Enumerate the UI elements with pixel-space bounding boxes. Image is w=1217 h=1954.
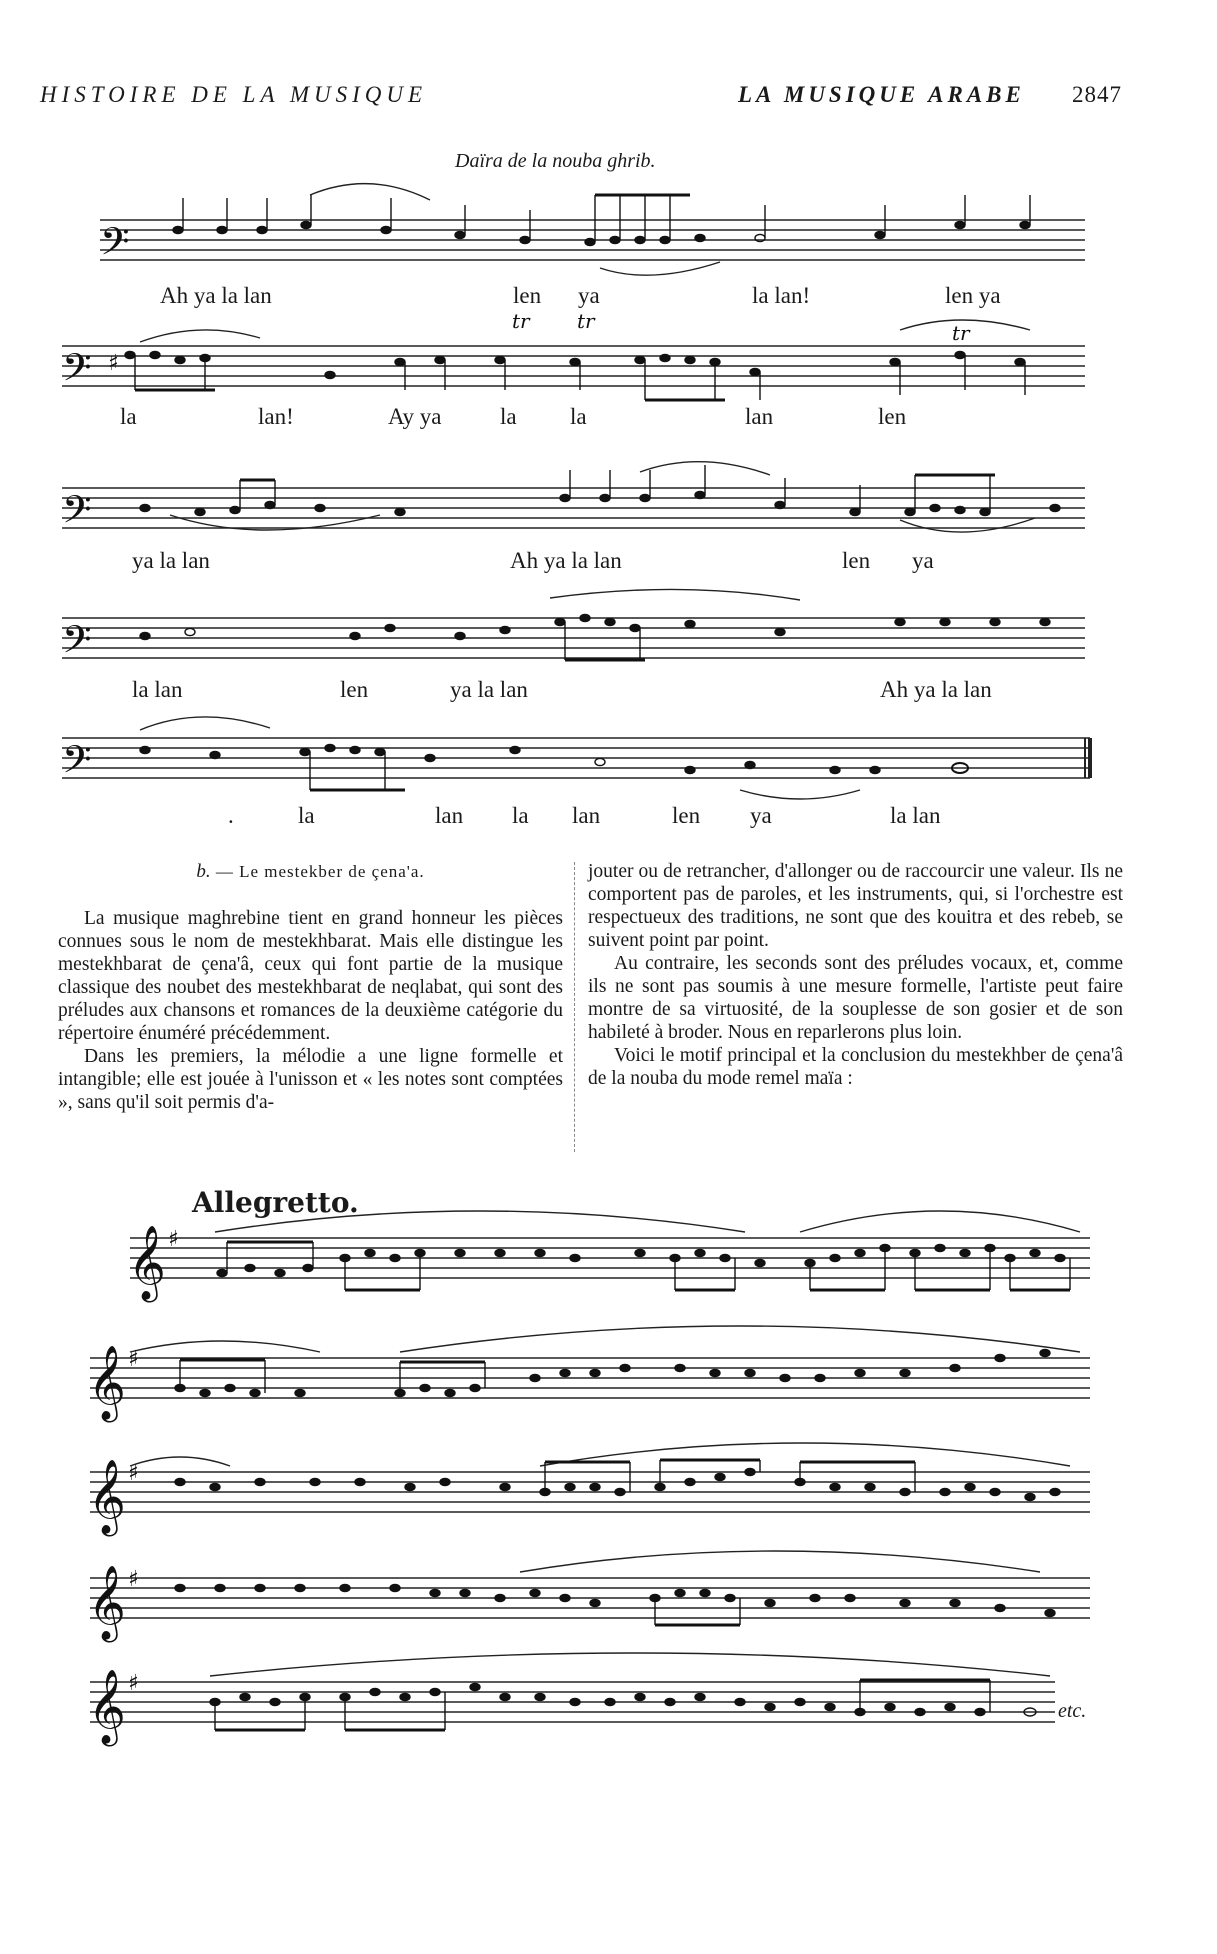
sharp-icon: ♯ — [168, 1227, 179, 1252]
example-caption: Daïra de la nouba ghrib. — [455, 150, 656, 172]
lyric: la — [120, 404, 137, 429]
running-header-right: LA MUSIQUE ARABE — [738, 82, 1025, 107]
lyrics-line-5 — [0, 803, 1217, 833]
paragraph: Voici le motif principal et la conclusion du mestekhber de çena'â de la nouba du mode remel maïa : — [588, 1045, 1123, 1089]
note-group — [217, 1242, 313, 1277]
lyric: len — [513, 283, 542, 308]
lyric: ya — [750, 803, 772, 828]
lyric: la lan — [890, 803, 941, 828]
trill-mark: tr — [577, 309, 595, 333]
lyric: len — [878, 404, 907, 429]
treble-clef-icon: 𝄞 — [88, 1566, 126, 1640]
treble-clef-score — [0, 1150, 1217, 1750]
lyric: la lan! — [752, 283, 811, 308]
trill-mark: tr — [952, 321, 970, 345]
section-heading: b. — Le mestekber de çena'a. — [196, 861, 425, 882]
running-header-left: HISTOIRE DE LA MUSIQUE — [40, 82, 428, 107]
bass-clef-icon: 𝄢 — [100, 219, 130, 273]
lyric: lan — [572, 803, 601, 828]
bass-clef-icon: 𝄢 — [62, 345, 92, 399]
lyric: len ya — [945, 283, 1001, 308]
staff-7 — [90, 1358, 1090, 1398]
lyric: len — [672, 803, 701, 828]
treble-clef-icon: 𝄞 — [128, 1226, 166, 1300]
sharp-icon: ♯ — [128, 1567, 139, 1592]
trill-mark: tr — [512, 309, 530, 333]
lyric: ya — [912, 548, 934, 573]
lyric: ya — [578, 283, 600, 308]
page-number: 2847 — [1072, 82, 1122, 107]
sharp-icon: ♯ — [128, 1671, 139, 1696]
lyric: la — [512, 803, 529, 828]
bass-clef-icon: 𝄢 — [62, 617, 92, 671]
lyrics-line-3 — [0, 548, 1217, 578]
bass-clef-icon: 𝄢 — [62, 487, 92, 541]
lyrics-line-2 — [0, 404, 1217, 434]
lyrics-line-1 — [0, 283, 1217, 313]
text-column-right — [588, 860, 1123, 1090]
lyric: lan! — [258, 404, 294, 429]
lyric: la — [298, 803, 315, 828]
lyric: ya la lan — [450, 677, 528, 702]
paragraph: jouter ou de retrancher, d'allonger ou de raccourcir une valeur. Ils ne comportent pas de paroles, et les instruments, qui, si l'orchestre est respectueux des traditions, ne sont que des kouitra et des rebeb, se suivent point par point. — [588, 861, 1123, 951]
column-divider — [574, 862, 576, 1152]
lyric: la — [500, 404, 517, 429]
lyric: Ah ya la lan — [510, 548, 622, 573]
treble-clef-icon: 𝄞 — [88, 1460, 126, 1534]
lyric: la lan — [132, 677, 183, 702]
treble-clef-icon: 𝄞 — [88, 1670, 126, 1744]
paragraph: La musique maghrebine tient en grand honneur les pièces connues sous le nom de mestekhbarat. Mais elle distingue les mestekhbarat de çena'â, ceux qui font partie de la musique classique des noubet des mestekhbarat de neqlabat, qui sont des préludes aux chansons et romances de la deuxième catégorie du répertoire énuméré précédemment. — [58, 908, 563, 1044]
lyric: ya la lan — [132, 548, 210, 573]
paragraph: Au contraire, les seconds sont des préludes vocaux, et, comme ils ne sont pas soumis à une mesure formelle, l'artiste peut faire montre de sa virtuosité, de la souplesse de son gosier et de son habileté à broder. Nous en reparlerons plus loin. — [588, 953, 1123, 1043]
lyric: . — [228, 803, 234, 828]
sharp-icon: ♯ — [128, 1461, 139, 1486]
lyric: len — [842, 548, 871, 573]
etc-mark: etc. — [1058, 1700, 1087, 1722]
text-column-left — [58, 860, 563, 1114]
lyric: lan — [435, 803, 464, 828]
lyric: len — [340, 677, 369, 702]
lyric: Ah ya la lan — [880, 677, 992, 702]
sharp-icon: ♯ — [128, 1347, 139, 1372]
paragraph: Dans les premiers, la mélodie a une ligne formelle et intangible; elle est jouée à l'unisson et « les notes sont comptées », sans qu'il soit permis d'a- — [58, 1046, 563, 1113]
treble-clef-icon: 𝄞 — [88, 1346, 126, 1420]
tempo-marking: Allegretto. — [192, 1186, 359, 1219]
staff-4 — [62, 618, 1085, 658]
sharp-icon: ♯ — [108, 351, 119, 376]
lyric: lan — [745, 404, 774, 429]
staff-6 — [130, 1238, 1090, 1278]
lyric: la — [570, 404, 587, 429]
staff-9 — [90, 1578, 1090, 1618]
lyrics-line-4 — [0, 677, 1217, 707]
lyric: Ay ya — [388, 404, 442, 429]
bass-clef-icon: 𝄢 — [62, 737, 92, 791]
lyric: Ah ya la lan — [160, 283, 272, 308]
